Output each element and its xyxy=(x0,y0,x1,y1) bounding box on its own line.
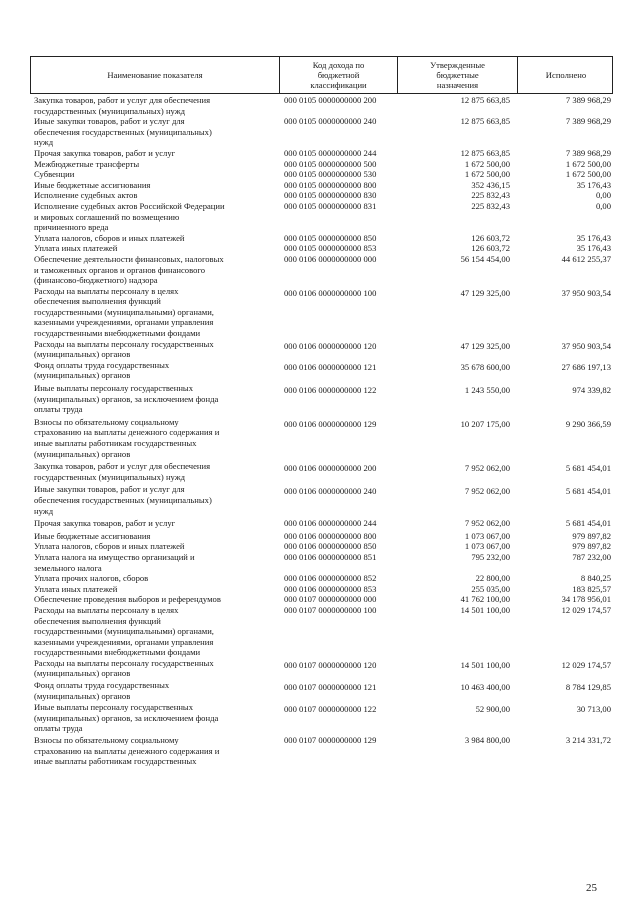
header-name-text: Наименование показателя xyxy=(107,70,203,80)
row-approved: 10 207 175,00 xyxy=(460,418,510,429)
row-name: Иные бюджетные ассигнования xyxy=(34,530,151,541)
table-row xyxy=(34,518,613,529)
row-code: 000 0107 0000000000 122 xyxy=(284,704,377,715)
row-code: 000 0106 0000000000 850 xyxy=(284,541,377,552)
row-name: Уплата иных платежей xyxy=(34,583,118,594)
row-approved: 1 672 500,00 xyxy=(464,158,510,169)
row-executed: 5 681 454,01 xyxy=(565,518,611,529)
row-code: 000 0106 0000000000 121 xyxy=(284,361,377,372)
header-approved-text: Утвержденные бюджетные назначения xyxy=(430,60,485,90)
row-executed: 8 784 129,85 xyxy=(565,682,611,693)
row-name: Расходы на выплаты персоналу государственных (муниципальных) органов xyxy=(34,338,214,360)
row-code: 000 0106 0000000000 122 xyxy=(284,385,377,396)
row-executed: 183 825,57 xyxy=(572,583,611,594)
row-name: Прочая закупка товаров, работ и услуг xyxy=(34,147,176,158)
row-executed: 44 612 255,37 xyxy=(561,253,611,264)
table-row xyxy=(34,573,613,584)
table-row xyxy=(34,148,613,159)
page-number: 25 xyxy=(586,882,597,894)
row-executed: 35 176,43 xyxy=(576,232,611,243)
row-approved: 12 875 663,85 xyxy=(460,95,510,105)
header-code-text: Код дохода по бюджетной классификации xyxy=(310,60,367,90)
row-executed: 974 339,82 xyxy=(572,385,611,396)
table-row xyxy=(34,658,613,679)
row-approved: 225 832,43 xyxy=(471,190,510,201)
table-row xyxy=(34,702,613,734)
table-row xyxy=(34,339,613,360)
row-code: 000 0106 0000000000 000 xyxy=(284,253,377,264)
row-code: 000 0105 0000000000 850 xyxy=(284,232,377,243)
row-code: 000 0105 0000000000 240 xyxy=(284,116,377,127)
row-code: 000 0105 0000000000 244 xyxy=(284,147,377,158)
row-name: Иные закупки товаров, работ и услуг для обеспечения государственных (муниципальных) нужд xyxy=(34,484,212,516)
row-approved: 47 129 325,00 xyxy=(460,340,510,351)
row-approved: 1 243 550,00 xyxy=(464,385,510,396)
row-approved: 41 762 100,00 xyxy=(460,594,510,605)
row-executed: 0,00 xyxy=(595,200,611,211)
row-approved: 7 952 062,00 xyxy=(464,463,510,474)
row-name: Иные выплаты персоналу государственных (муниципальных) органов, за исключением фонда оплаты труда xyxy=(34,702,219,734)
row-code: 000 0106 0000000000 800 xyxy=(284,530,377,541)
header-name xyxy=(31,57,279,93)
header-executed xyxy=(517,57,614,93)
row-name: Уплата прочих налогов, сборов xyxy=(34,573,149,584)
row-approved: 3 984 800,00 xyxy=(464,735,510,746)
table-row xyxy=(34,360,613,381)
table-row xyxy=(34,95,613,116)
row-executed: 27 686 197,13 xyxy=(561,361,611,372)
row-name: Уплата налогов, сборов и иных платежей xyxy=(34,541,185,552)
row-executed: 35 176,43 xyxy=(576,179,611,190)
row-approved: 1 073 067,00 xyxy=(464,530,510,541)
table-row xyxy=(34,169,613,180)
row-name: Иные закупки товаров, работ и услуг для обеспечения государственных (муниципальных) нужд xyxy=(34,116,212,148)
row-approved: 56 154 454,00 xyxy=(460,253,510,264)
row-executed: 3 214 331,72 xyxy=(565,735,611,746)
row-name: Иные выплаты персоналу государственных (муниципальных) органов, за исключением фонда оплаты труда xyxy=(34,383,219,415)
row-code: 000 0105 0000000000 500 xyxy=(284,158,377,169)
row-code: 000 0107 0000000000 120 xyxy=(284,659,377,670)
row-executed: 1 672 500,00 xyxy=(565,169,611,180)
row-approved: 14 501 100,00 xyxy=(460,604,510,615)
row-executed: 37 950 903,54 xyxy=(561,340,611,351)
row-name: Уплата налога на имущество организаций и земельного налога xyxy=(34,551,195,573)
row-approved: 14 501 100,00 xyxy=(460,659,510,670)
row-approved: 126 603,72 xyxy=(471,243,510,254)
row-name: Субвенции xyxy=(34,169,75,180)
row-code: 000 0106 0000000000 851 xyxy=(284,551,377,562)
row-approved: 47 129 325,00 xyxy=(460,287,510,298)
row-name: Фонд оплаты труда государственных (муниципальных) органов xyxy=(34,359,170,381)
table-row xyxy=(34,584,613,595)
table-row xyxy=(34,484,613,516)
row-executed: 7 389 968,29 xyxy=(565,95,611,105)
row-name: Фонд оплаты труда государственных (муниципальных) органов xyxy=(34,680,170,701)
row-code: 000 0107 0000000000 100 xyxy=(284,604,377,615)
row-approved: 795 232,00 xyxy=(471,551,510,562)
row-code: 000 0106 0000000000 200 xyxy=(284,463,377,474)
table-body xyxy=(34,95,613,769)
row-name: Закупка товаров, работ и услуг для обеспечения государственных (муниципальных) нужд xyxy=(34,95,211,116)
row-executed: 34 178 956,01 xyxy=(561,594,611,605)
row-name: Уплата налогов, сборов и иных платежей xyxy=(34,232,185,243)
row-approved: 255 035,00 xyxy=(471,583,510,594)
table-row xyxy=(34,233,613,244)
row-approved: 7 952 062,00 xyxy=(464,486,510,497)
table-row xyxy=(34,531,613,542)
row-executed: 12 029 174,57 xyxy=(561,604,611,615)
row-code: 000 0105 0000000000 530 xyxy=(284,169,377,180)
row-approved: 225 832,43 xyxy=(471,200,510,211)
table-row xyxy=(34,383,613,415)
table-row xyxy=(34,735,613,767)
row-name: Исполнение судебных актов xyxy=(34,190,138,201)
row-approved: 52 900,00 xyxy=(475,704,510,715)
table-row xyxy=(34,116,613,148)
row-name: Расходы на выплаты персоналу в целях обеспечения выполнения функций государственными (муниципальными) органами, казенными учреждениями, органами управления государственными внебюджетными фондами xyxy=(34,604,214,658)
row-code: 000 0106 0000000000 244 xyxy=(284,518,377,529)
row-name: Обеспечение проведения выборов и референдумов xyxy=(34,594,221,605)
row-code: 000 0107 0000000000 129 xyxy=(284,735,377,746)
row-name: Иные бюджетные ассигнования xyxy=(34,179,151,190)
table-row xyxy=(34,180,613,191)
row-name: Взносы по обязательному социальному страхованию на выплаты денежного содержания и иные выплаты работникам государственных (муниципальных) органов xyxy=(34,416,220,459)
row-code: 000 0106 0000000000 129 xyxy=(284,418,377,429)
row-code: 000 0106 0000000000 853 xyxy=(284,583,377,594)
row-code: 000 0106 0000000000 100 xyxy=(284,287,377,298)
row-executed: 5 681 454,01 xyxy=(565,463,611,474)
row-executed: 9 290 366,59 xyxy=(565,418,611,429)
row-name: Расходы на выплаты персоналу государственных (муниципальных) органов xyxy=(34,657,214,679)
row-code: 000 0105 0000000000 200 xyxy=(284,95,377,105)
row-code: 000 0106 0000000000 852 xyxy=(284,573,377,584)
table-row xyxy=(34,417,613,459)
row-approved: 7 952 062,00 xyxy=(464,518,510,529)
row-code: 000 0105 0000000000 830 xyxy=(284,190,377,201)
table-header xyxy=(30,56,613,94)
row-executed: 30 713,00 xyxy=(576,704,611,715)
row-executed: 1 672 500,00 xyxy=(565,158,611,169)
row-executed: 8 840,25 xyxy=(580,573,611,584)
row-executed: 37 950 903,54 xyxy=(561,287,611,298)
table-row xyxy=(34,201,613,233)
row-approved: 10 463 400,00 xyxy=(460,682,510,693)
row-executed: 979 897,82 xyxy=(572,541,611,552)
row-approved: 35 678 600,00 xyxy=(460,361,510,372)
table-row xyxy=(34,680,613,701)
row-name: Обеспечение деятельности финансовых, налоговых и таможенных органов и органов финансового (финансово-бюджетного) надзора xyxy=(34,253,224,286)
row-executed: 0,00 xyxy=(595,190,611,201)
row-approved: 1 672 500,00 xyxy=(464,169,510,180)
row-name: Исполнение судебных актов Российской Федерации и мировых соглашений по возмещению причиненного вреда xyxy=(34,200,225,233)
row-name: Взносы по обязательному социальному страхованию на выплаты денежного содержания и иные выплаты работникам государственных xyxy=(34,735,220,767)
row-executed: 12 029 174,57 xyxy=(561,659,611,670)
row-name: Закупка товаров, работ и услуг для обеспечения государственных (муниципальных) нужд xyxy=(34,461,211,482)
row-executed: 7 389 968,29 xyxy=(565,147,611,158)
row-approved: 352 436,15 xyxy=(471,179,510,190)
row-code: 000 0106 0000000000 240 xyxy=(284,486,377,497)
row-name: Межбюджетные трансферты xyxy=(34,158,140,169)
table-row xyxy=(34,605,613,658)
row-name: Прочая закупка товаров, работ и услуг xyxy=(34,518,176,529)
table-row xyxy=(34,159,613,170)
row-name: Уплата иных платежей xyxy=(34,243,118,254)
table-row xyxy=(34,541,613,552)
row-code: 000 0106 0000000000 120 xyxy=(284,340,377,351)
row-executed: 7 389 968,29 xyxy=(565,116,611,127)
row-executed: 5 681 454,01 xyxy=(565,486,611,497)
row-executed: 35 176,43 xyxy=(576,243,611,254)
row-approved: 12 875 663,85 xyxy=(460,116,510,127)
row-code: 000 0107 0000000000 000 xyxy=(284,594,377,605)
header-code xyxy=(279,57,397,93)
row-code: 000 0105 0000000000 800 xyxy=(284,179,377,190)
row-approved: 1 073 067,00 xyxy=(464,541,510,552)
table-row xyxy=(34,190,613,201)
row-code: 000 0105 0000000000 853 xyxy=(284,243,377,254)
row-approved: 22 800,00 xyxy=(475,573,510,584)
row-approved: 12 875 663,85 xyxy=(460,147,510,158)
row-code: 000 0107 0000000000 121 xyxy=(284,682,377,693)
row-executed: 787 232,00 xyxy=(572,551,611,562)
table-row xyxy=(34,286,613,339)
table-row xyxy=(34,594,613,605)
row-executed: 979 897,82 xyxy=(572,530,611,541)
table-row xyxy=(34,461,613,482)
table-row xyxy=(34,254,613,286)
header-approved xyxy=(397,57,517,93)
header-executed-text: Исполнено xyxy=(545,70,587,80)
row-name: Расходы на выплаты персоналу в целях обеспечения выполнения функций государственными (муниципальными) органами, казенными учреждениями, органами управления государственными внебюджетными фондами xyxy=(34,285,214,339)
row-code: 000 0105 0000000000 831 xyxy=(284,200,377,211)
table-row xyxy=(34,243,613,254)
table-row xyxy=(34,552,613,573)
row-approved: 126 603,72 xyxy=(471,232,510,243)
